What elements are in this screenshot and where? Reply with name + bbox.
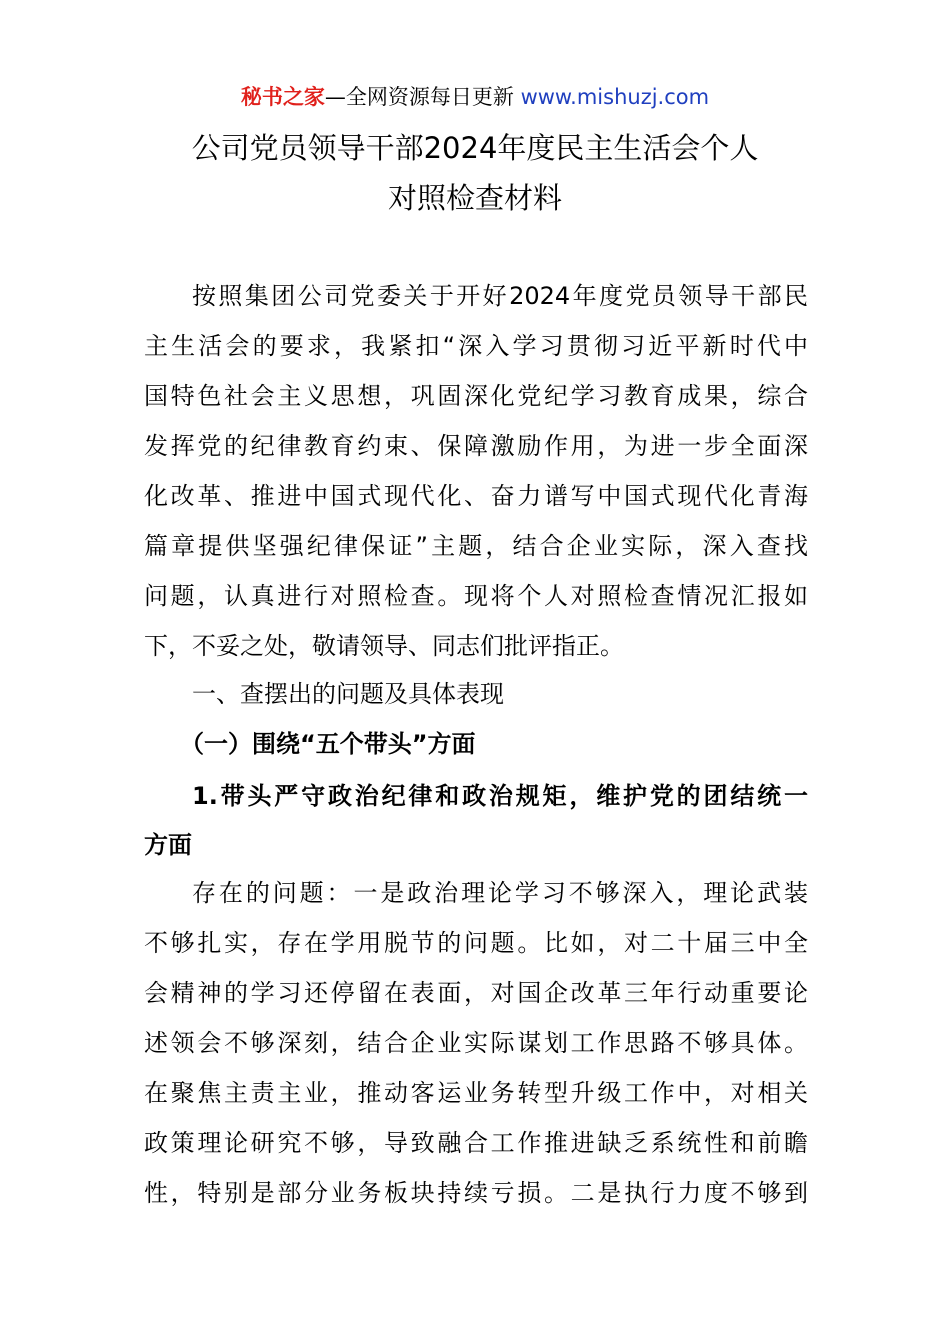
brand-name: 秘书之家 [240, 85, 325, 109]
subsection-heading: （一）围绕“五个带头”方面 [180, 730, 476, 758]
header-tagline: —全网资源每日更新 [324, 85, 521, 109]
intro-line: 按照集团公司党委关于开好2024年度党员领导干部民 [192, 282, 808, 310]
body-line: 在聚焦主责主业，推动客运业务转型升级工作中，对相关 [144, 1079, 808, 1107]
body-line: 存在的问题：一是政治理论学习不够深入，理论武装 [192, 879, 808, 907]
body-line: 政策理论研究不够，导致融合工作推进缺乏系统性和前瞻 [144, 1129, 808, 1157]
item-heading-line: 方面 [144, 831, 192, 859]
intro-line: 问题，认真进行对照检查。现将个人对照检查情况汇报如 [144, 582, 808, 610]
site-header [0, 82, 950, 112]
site-url[interactable]: www.mishuzj.com [520, 85, 710, 109]
body-line: 不够扎实，存在学用脱节的问题。比如，对二十届三中全 [144, 929, 808, 957]
body-line: 性，特别是部分业务板块持续亏损。二是执行力度不够到 [144, 1179, 808, 1207]
intro-line: 主生活会的要求，我紧扣“深入学习贯彻习近平新时代中 [144, 332, 808, 360]
body-line: 述领会不够深刻，结合企业实际谋划工作思路不够具体。 [144, 1029, 808, 1057]
section-heading: 一、查摆出的问题及具体表现 [192, 680, 504, 708]
body-line: 会精神的学习还停留在表面，对国企改革三年行动重要论 [144, 979, 808, 1007]
intro-line: 国特色社会主义思想，巩固深化党纪学习教育成果，综合 [144, 382, 808, 410]
document-title-line-2: 对照检查材料 [387, 181, 562, 215]
intro-line: 篇章提供坚强纪律保证”主题，结合企业实际，深入查找 [144, 532, 808, 560]
intro-line: 发挥党的纪律教育约束、保障激励作用，为进一步全面深 [144, 432, 808, 460]
document-title-line-1: 公司党员领导干部2024年度民主生活会个人 [191, 131, 759, 165]
item-heading-line: 1.带头严守政治纪律和政治规矩，维护党的团结统一 [192, 782, 808, 810]
intro-line: 下，不妥之处，敬请领导、同志们批评指正。 [144, 632, 624, 660]
intro-line: 化改革、推进中国式现代化、奋力谱写中国式现代化青海 [144, 482, 808, 510]
